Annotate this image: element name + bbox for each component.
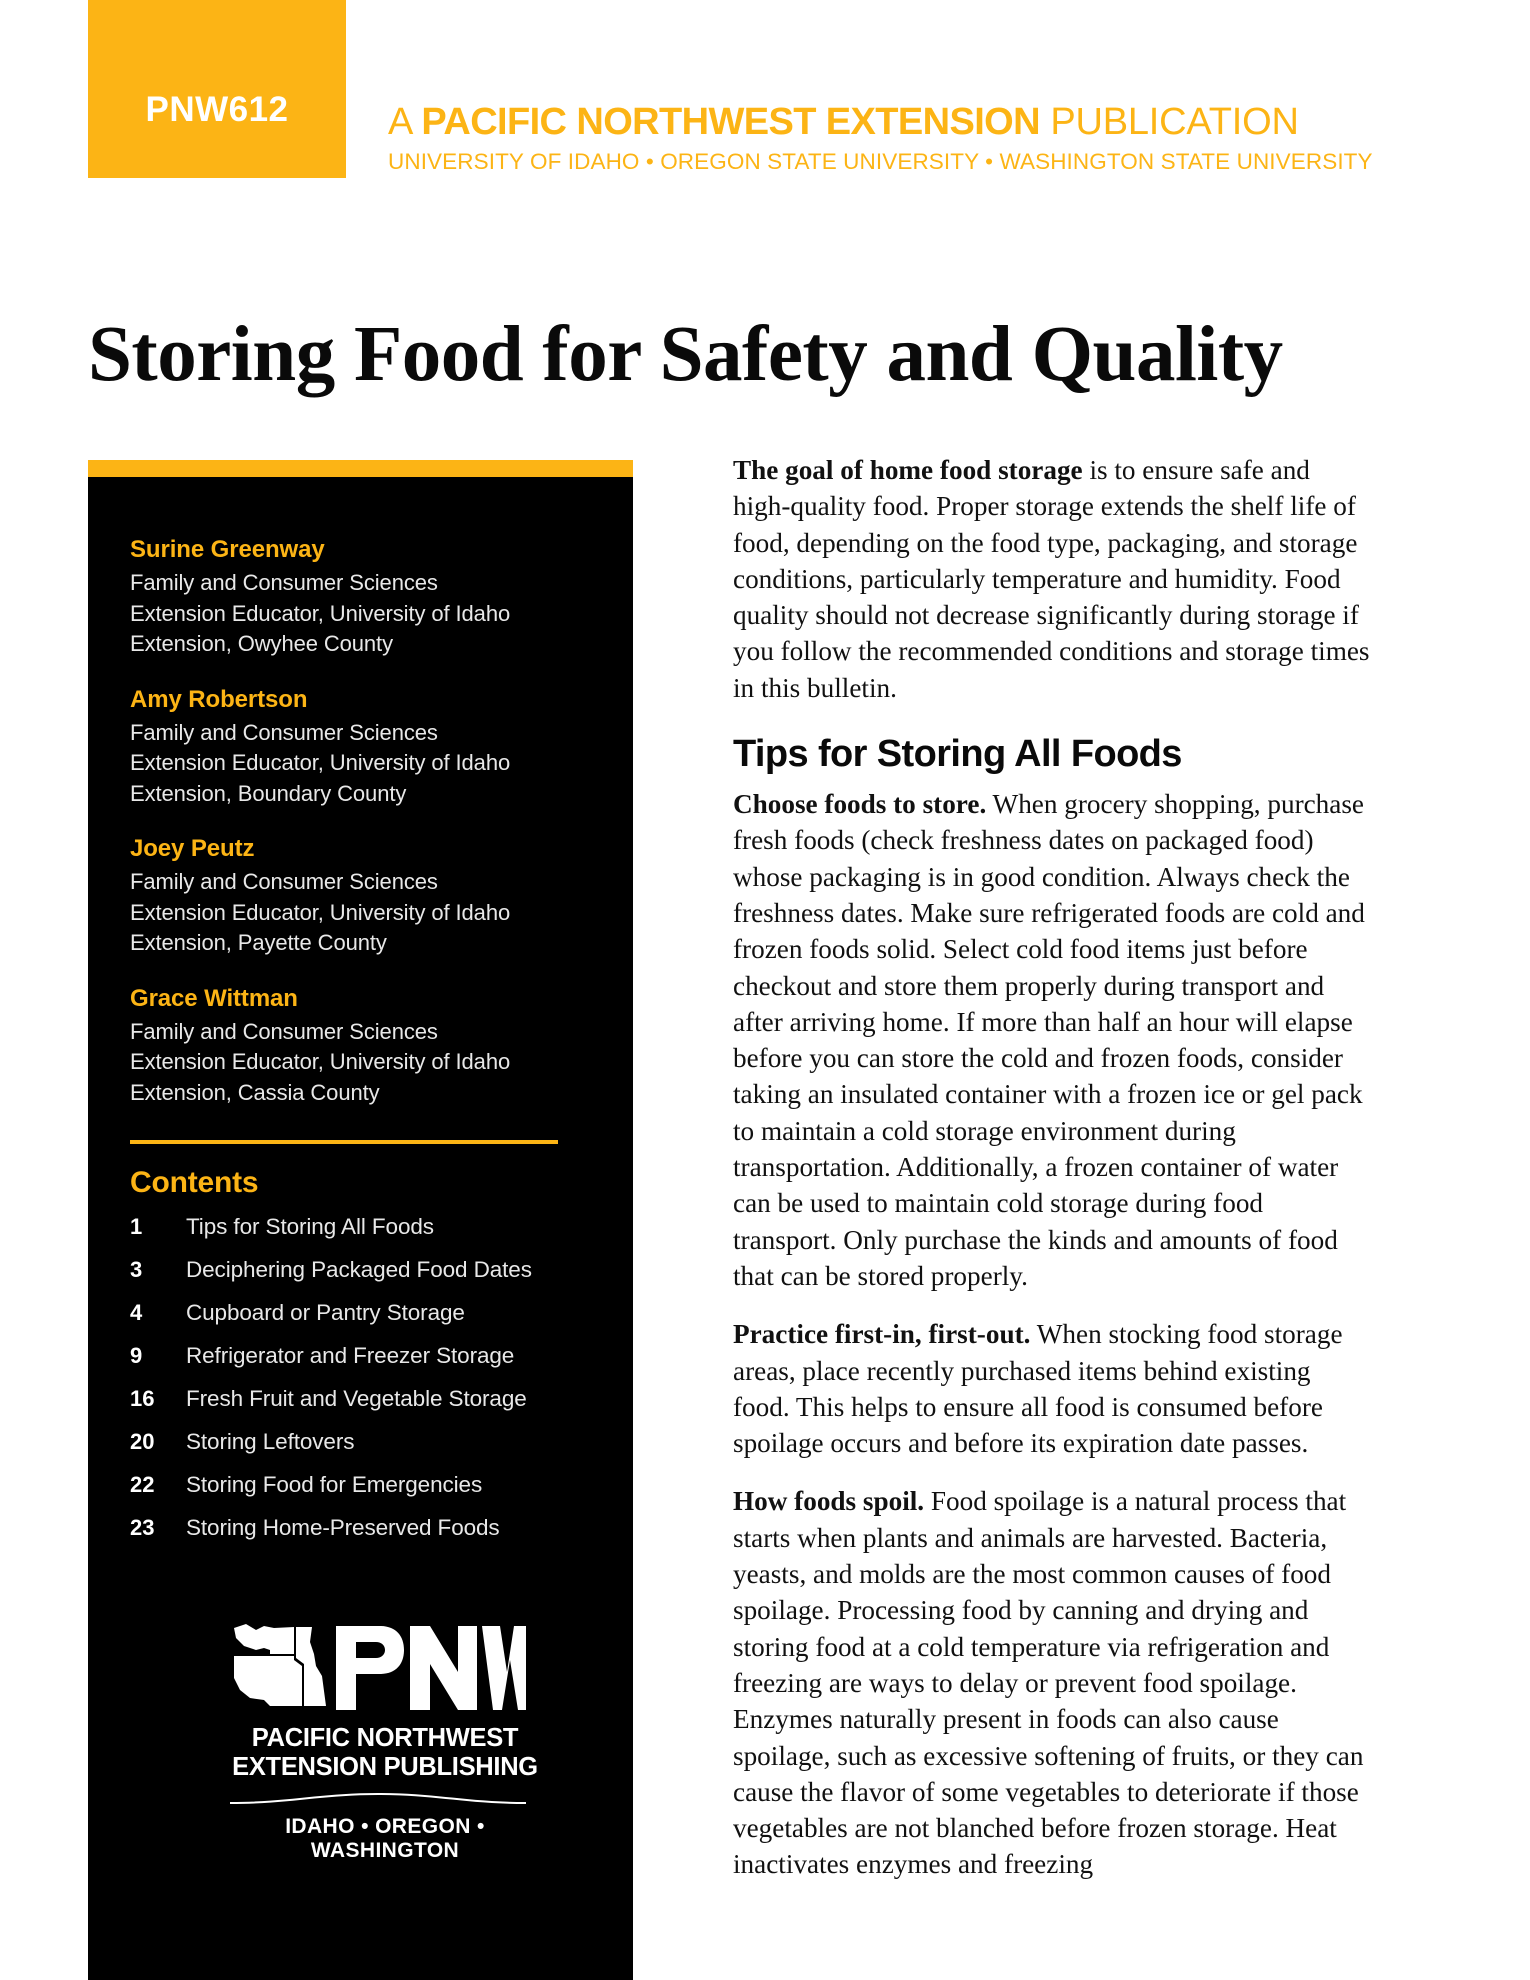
- toc-entry[interactable]: [130, 1300, 590, 1326]
- publication-number-badge: [88, 0, 346, 178]
- toc-page-number: 4: [130, 1300, 143, 1325]
- sidebar-content: [130, 536, 590, 1558]
- author-affiliation-line: Extension Educator, University of Idaho: [130, 600, 511, 626]
- page-header: [0, 0, 1530, 186]
- author-affiliation-line: Extension, Payette County: [130, 930, 387, 955]
- toc-page-number: 20: [130, 1429, 155, 1454]
- publication-number-label: PNW612: [145, 90, 289, 129]
- paragraph-first-in-first-out: [733, 1316, 1370, 1461]
- pnw-wordmark-icon: [230, 1620, 526, 1716]
- toc-entry-label: Storing Leftovers: [186, 1429, 355, 1454]
- paragraph-body-text: Food spoilage is a natural process that starts when plants and animals are harvested. Bacteria, yeasts, and molds are the most common causes of food spoilage. Processing food by canning and drying and storing food at a cold temperature via refrigeration and freezing are ways to delay or prevent food spoilage. Enzymes naturally present in foods can also cause spoilage, such as excessive softening of fruits, or they can cause the flavor of some vegetables to deteriorate if those vegetables are not blanched before frozen storage. Heat inactivates enzymes and freezing: [733, 1486, 1364, 1880]
- author-block: [130, 985, 590, 1109]
- masthead-universities: UNIVERSITY OF IDAHO • OREGON STATE UNIVERSITY • WASHINGTON STATE UNIVERSITY: [388, 149, 1373, 174]
- toc-entry[interactable]: [130, 1472, 590, 1498]
- toc-entry[interactable]: [130, 1343, 590, 1369]
- intro-paragraph: [733, 452, 1370, 706]
- author-affiliation-line: Extension, Owyhee County: [130, 631, 393, 656]
- paragraph-choose-foods: [733, 786, 1370, 1294]
- toc-entry-label: Tips for Storing All Foods: [186, 1214, 434, 1239]
- toc-page-number: 22: [130, 1472, 155, 1497]
- sidebar: [88, 460, 633, 1980]
- author-name: Joey Peutz: [130, 835, 255, 862]
- author-name: Surine Greenway: [130, 536, 325, 563]
- masthead-suffix: PUBLICATION: [1039, 101, 1299, 143]
- author-affiliation-line: Family and Consumer Sciences: [130, 719, 438, 745]
- intro-body-text: is to ensure safe and high-quality food. Proper storage extends the shelf life of food, depending on the food type, packaging, and storage conditions, particularly temperature and humidity. Food quality should not decrease significantly during storage if you follow the recommended conditions and storage times in this bulletin.: [733, 455, 1370, 703]
- toc-page-number: 9: [130, 1343, 143, 1368]
- author-affiliation-line: Extension Educator, University of Idaho: [130, 1049, 511, 1074]
- toc-page-number: 16: [130, 1386, 155, 1411]
- author-block: [130, 536, 590, 660]
- toc-page-number: 1: [130, 1214, 143, 1239]
- author-affiliation-line: Family and Consumer Sciences: [130, 570, 438, 595]
- toc-entry[interactable]: [130, 1429, 590, 1455]
- author-affiliation-line: Extension, Cassia County: [130, 1079, 380, 1105]
- author-name: Amy Robertson: [130, 685, 308, 713]
- toc-entry[interactable]: [130, 1386, 590, 1412]
- paragraph-lead-in: Practice first-in, first-out.: [733, 1319, 1031, 1350]
- toc-entry-label: Storing Home-Preserved Foods: [186, 1515, 500, 1540]
- paragraph-how-foods-spoil: [733, 1483, 1370, 1882]
- toc-entry[interactable]: [130, 1515, 590, 1541]
- section-heading-tips: Tips for Storing All Foods: [733, 733, 1182, 776]
- toc-entry-label: Storing Food for Emergencies: [186, 1472, 483, 1497]
- toc-entry[interactable]: [130, 1257, 590, 1283]
- author-affiliation-line: Family and Consumer Sciences: [130, 869, 438, 894]
- logo-caption: [230, 1724, 540, 1782]
- author-block: [130, 835, 590, 959]
- contents-heading: Contents: [130, 1166, 259, 1199]
- main-content-column: [733, 452, 1370, 1905]
- page-title: Storing Food for Safety and Quality: [88, 310, 1283, 398]
- intro-lead-in: The goal of home food storage: [733, 455, 1083, 485]
- logo-swoosh-divider-icon: [230, 1791, 526, 1805]
- toc-entry-label: Deciphering Packaged Food Dates: [186, 1257, 532, 1282]
- masthead-prefix: A: [388, 101, 422, 143]
- toc-entry-label: Refrigerator and Freezer Storage: [186, 1343, 515, 1368]
- table-of-contents: [130, 1214, 590, 1541]
- author-affiliation-line: Family and Consumer Sciences: [130, 1018, 438, 1044]
- author-name: Grace Wittman: [130, 984, 298, 1012]
- pnw-extension-publishing-logo: [230, 1620, 540, 1863]
- masthead-title: [388, 100, 1373, 144]
- author-affiliation-line: Extension Educator, University of Idaho: [130, 750, 511, 775]
- pnw-states-map-icon: [234, 1624, 326, 1706]
- toc-page-number: 23: [130, 1515, 155, 1540]
- toc-page-number: 3: [130, 1257, 143, 1282]
- sidebar-accent-bar: [88, 460, 633, 477]
- masthead: [388, 100, 1373, 175]
- paragraph-body-text: When grocery shopping, purchase fresh foods (check freshness dates on packaged food) whose packaging is in good condition. Always check the freshness dates. Make sure refrigerated foods are cold and frozen foods solid. Select cold food items just before checkout and store them properly during transport and after arriving home. If more than half an hour will elapse before you can store the cold and frozen foods, consider taking an insulated container with a frozen ice or gel pack to maintain a cold storage environment during transportation. Additionally, a frozen container of water can be used to maintain cold storage during food transport. Only purchase the kinds and amounts of food that can be stored properly.: [733, 789, 1365, 1291]
- logo-caption-line-2: EXTENSION PUBLISHING: [232, 1753, 538, 1781]
- toc-entry-label: Cupboard or Pantry Storage: [186, 1300, 465, 1325]
- logo-states-line: IDAHO • OREGON • WASHINGTON: [285, 1815, 485, 1862]
- author-block: [130, 686, 590, 810]
- logo-caption-line-1: PACIFIC NORTHWEST: [251, 1724, 519, 1752]
- masthead-bold-text: PACIFIC NORTHWEST EXTENSION: [421, 101, 1040, 143]
- pnw-logo-mark: [230, 1620, 526, 1716]
- author-affiliation-line: Extension Educator, University of Idaho: [130, 899, 511, 925]
- paragraph-lead-in: Choose foods to store.: [733, 789, 987, 820]
- author-affiliation-line: Extension, Boundary County: [130, 780, 407, 806]
- toc-entry-label: Fresh Fruit and Vegetable Storage: [186, 1386, 527, 1411]
- paragraph-body-text: When stocking food storage areas, place recently purchased items behind existing food. This helps to ensure all food is consumed before spoilage occurs and before its expiration date passes.: [733, 1319, 1343, 1459]
- pnw-letters-icon: [336, 1626, 526, 1710]
- toc-entry[interactable]: [130, 1214, 590, 1240]
- contents-divider: [130, 1140, 558, 1144]
- paragraph-lead-in: How foods spoil.: [733, 1486, 925, 1517]
